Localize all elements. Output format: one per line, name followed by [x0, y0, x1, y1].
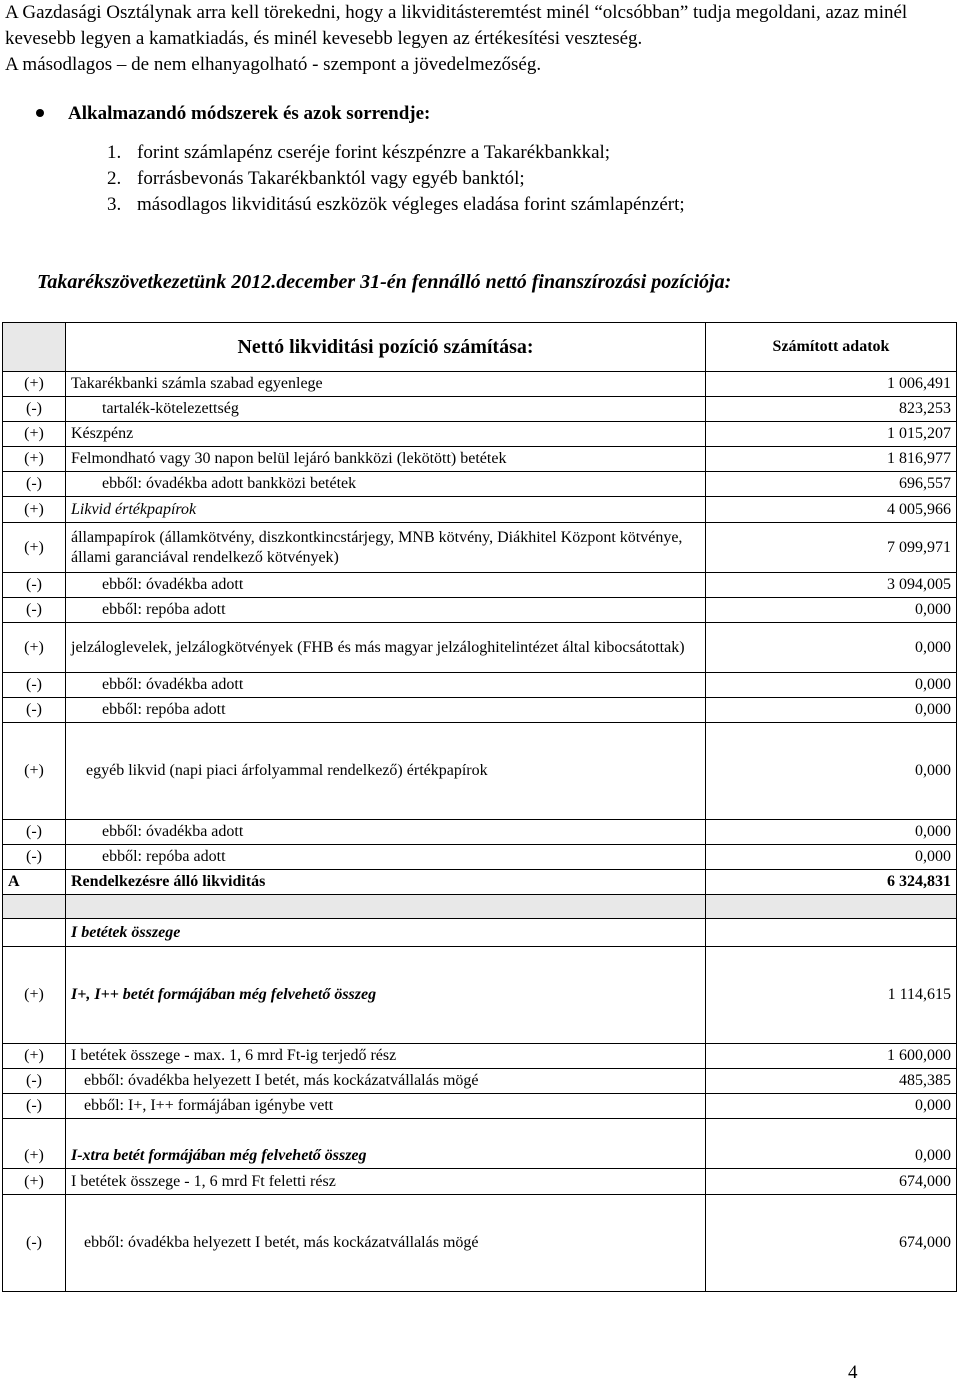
value-cell: 3 094,005 — [706, 573, 957, 598]
label-cell: ebből: óvadékba helyezett I betét, más kockázatvállalás mögé — [66, 1195, 706, 1292]
value-cell: 674,000 — [706, 1195, 957, 1292]
table-row — [3, 673, 957, 698]
page-number: 4 — [848, 1362, 858, 1383]
label-cell: I betétek összege - 1, 6 mrd Ft feletti rész — [66, 1169, 706, 1195]
value-cell: 4 005,966 — [706, 497, 957, 523]
table-row — [3, 870, 957, 895]
sign-cell: (-) — [3, 472, 66, 497]
sign-cell: (+) — [3, 497, 66, 523]
table-row — [3, 372, 957, 397]
sign-cell: (+) — [3, 1044, 66, 1069]
label-cell: ebből: repóba adott — [66, 845, 706, 870]
sign-cell: (+) — [3, 523, 66, 573]
value-cell: 7 099,971 — [706, 523, 957, 573]
table-row — [3, 845, 957, 870]
value-cell: 1 600,000 — [706, 1044, 957, 1069]
value-cell: 485,385 — [706, 1069, 957, 1094]
table-row — [3, 919, 957, 947]
label-cell: tartalék-kötelezettség — [66, 397, 706, 422]
label-cell: I betétek összege — [66, 919, 706, 947]
table-row — [3, 947, 957, 1044]
table-row — [3, 573, 957, 598]
sign-cell: (+) — [3, 1169, 66, 1195]
sign-cell: (-) — [3, 1195, 66, 1292]
table-row — [3, 623, 957, 673]
table-row — [3, 1094, 957, 1119]
label-cell: Felmondható vagy 30 napon belül lejáró bankközi (lekötött) betétek — [66, 447, 706, 472]
list-item-number: 2. — [107, 168, 122, 189]
table-row — [3, 698, 957, 723]
intro-paragraph-1: A Gazdasági Osztálynak arra kell törekedni, hogy a likviditásteremtést minél “olcsóbban” tudja megoldani, azaz minél kevesebb legyen a kamatkiadás, és minél kevesebb legyen az értékesítési veszteség. — [5, 2, 908, 49]
value-cell: 1 006,491 — [706, 372, 957, 397]
value-cell: 0,000 — [706, 698, 957, 723]
label-cell: Rendelkezésre álló likviditás — [66, 870, 706, 895]
section-title: Takarékszövetkezetünk 2012.december 31-én fennálló nettó finanszírozási pozíciója: — [37, 271, 732, 293]
sign-cell: (+) — [3, 422, 66, 447]
value-cell: 696,557 — [706, 472, 957, 497]
sign-cell: (+) — [3, 447, 66, 472]
label-cell: ebből: óvadékba adott — [66, 573, 706, 598]
table-row — [3, 820, 957, 845]
separator-cell — [3, 895, 66, 919]
list-item-number: 1. — [107, 142, 122, 163]
list-item-text: másodlagos likviditású eszközök végleges eladása forint számlapénzért; — [137, 194, 685, 215]
table-row — [3, 1195, 957, 1292]
value-cell: 0,000 — [706, 598, 957, 623]
value-cell: 0,000 — [706, 723, 957, 820]
value-cell: 1 816,977 — [706, 447, 957, 472]
sign-cell — [3, 919, 66, 947]
intro-text — [5, 0, 955, 78]
header-blank-cell — [3, 323, 66, 372]
bullet-icon — [36, 109, 44, 117]
sign-cell: (-) — [3, 673, 66, 698]
value-cell: 0,000 — [706, 1094, 957, 1119]
table-row — [3, 523, 957, 573]
sign-cell: (+) — [3, 372, 66, 397]
methods-heading — [36, 103, 430, 125]
value-cell: 0,000 — [706, 623, 957, 673]
table-header-row — [3, 323, 957, 372]
header-main: Nettó likviditási pozíció számítása: — [66, 323, 706, 372]
table-row — [3, 472, 957, 497]
value-cell: 1 015,207 — [706, 422, 957, 447]
label-cell: ebből: repóba adott — [66, 598, 706, 623]
sign-cell: (-) — [3, 573, 66, 598]
list-item-text: forrásbevonás Takarékbanktól vagy egyéb banktól; — [137, 168, 525, 189]
sign-cell: (-) — [3, 598, 66, 623]
value-cell — [706, 919, 957, 947]
label-cell: I+, I++ betét formájában még felvehető összeg — [66, 947, 706, 1044]
table-row — [3, 447, 957, 472]
value-cell: 6 324,831 — [706, 870, 957, 895]
table-row — [3, 1044, 957, 1069]
sign-cell: (-) — [3, 698, 66, 723]
separator-cell — [706, 895, 957, 919]
sign-cell: (-) — [3, 845, 66, 870]
methods-list — [107, 140, 685, 218]
list-item — [107, 166, 685, 192]
label-cell: Takarékbanki számla szabad egyenlege — [66, 372, 706, 397]
label-cell: ebből: óvadékba helyezett I betét, más kockázatvállalás mögé — [66, 1069, 706, 1094]
methods-heading-text: Alkalmazandó módszerek és azok sorrendje: — [68, 103, 431, 124]
table-row — [3, 723, 957, 820]
value-cell: 0,000 — [706, 673, 957, 698]
table-row — [3, 497, 957, 523]
value-cell: 0,000 — [706, 820, 957, 845]
sign-cell: (+) — [3, 723, 66, 820]
table-row — [3, 1119, 957, 1169]
label-cell: ebből: I+, I++ formájában igénybe vett — [66, 1094, 706, 1119]
table-row — [3, 397, 957, 422]
sign-cell: (-) — [3, 1069, 66, 1094]
list-item — [107, 192, 685, 218]
separator-cell — [66, 895, 706, 919]
list-item-text: forint számlapénz cseréje forint készpénzre a Takarékbankkal; — [137, 142, 611, 163]
sign-cell: (-) — [3, 820, 66, 845]
sign-cell: (+) — [3, 623, 66, 673]
value-cell: 1 114,615 — [706, 947, 957, 1044]
label-cell: ebből: óvadékba adott — [66, 820, 706, 845]
value-cell: 674,000 — [706, 1169, 957, 1195]
label-cell: I-xtra betét formájában még felvehető összeg — [66, 1119, 706, 1169]
table-row — [3, 1169, 957, 1195]
value-cell: 823,253 — [706, 397, 957, 422]
list-item-number: 3. — [107, 194, 122, 215]
sign-cell: (+) — [3, 947, 66, 1044]
sign-cell: (+) — [3, 1119, 66, 1169]
liquidity-table — [2, 322, 957, 1292]
sign-cell: (-) — [3, 1094, 66, 1119]
header-value: Számított adatok — [706, 323, 957, 372]
label-cell: Likvid értékpapírok — [66, 497, 706, 523]
label-cell: Készpénz — [66, 422, 706, 447]
label-cell: állampapírok (államkötvény, diszkontkincstárjegy, MNB kötvény, Diákhitel Központ kötvénye, állami garanciával rendelkező kötvények) — [66, 523, 706, 573]
list-item — [107, 140, 685, 166]
value-cell: 0,000 — [706, 845, 957, 870]
intro-paragraph-2: A másodlagos – de nem elhanyagolható - szempont a jövedelmezőség. — [5, 54, 542, 75]
sign-cell: (-) — [3, 397, 66, 422]
label-cell: ebből: óvadékba adott — [66, 673, 706, 698]
table-row — [3, 422, 957, 447]
label-cell: ebből: repóba adott — [66, 698, 706, 723]
label-cell: ebből: óvadékba adott bankközi betétek — [66, 472, 706, 497]
table-row — [3, 598, 957, 623]
label-cell: I betétek összege - max. 1, 6 mrd Ft-ig terjedő rész — [66, 1044, 706, 1069]
label-cell: jelzáloglevelek, jelzálogkötvények (FHB és más magyar jelzáloghitelintézet által kibocsátottak) — [66, 623, 706, 673]
table-row — [3, 1069, 957, 1094]
value-cell: 0,000 — [706, 1119, 957, 1169]
label-cell: egyéb likvid (napi piaci árfolyammal rendelkező) értékpapírok — [66, 723, 706, 820]
sign-cell: A — [3, 870, 66, 895]
separator-row — [3, 895, 957, 919]
